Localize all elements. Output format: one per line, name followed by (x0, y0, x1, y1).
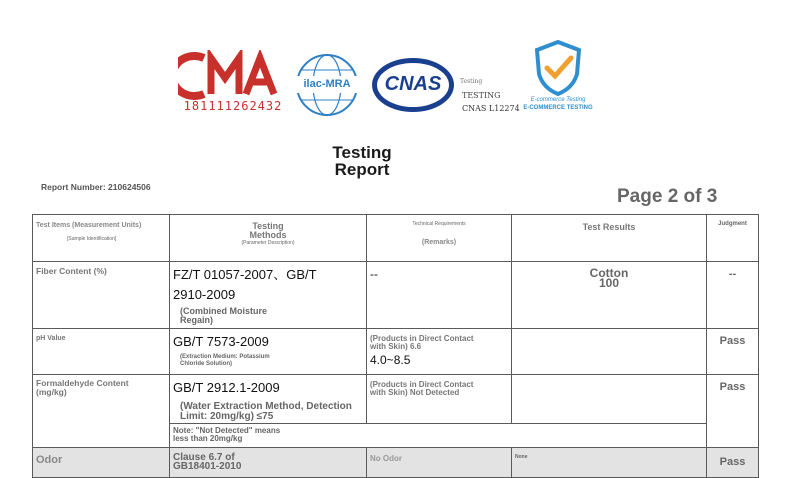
col-methods-line-1: Testing (252, 221, 284, 231)
row1-result-line-2: 100 (598, 276, 620, 290)
col-req-label: Technical Requirements (412, 221, 466, 227)
row2-method-line-1: GB/T 7573-2009 (173, 334, 269, 349)
ecom-label-2: E-COMMERCE TESTING (523, 105, 593, 111)
cma-number: 181111262432 (183, 99, 283, 113)
col-items-sub: [Sample Identification] (67, 236, 117, 242)
row1-requirement-text: -- (370, 267, 378, 281)
row4-method-text (170, 448, 366, 471)
results-table (32, 214, 759, 478)
row1-result-line-1: Cotton (589, 266, 629, 280)
row1-method-line-2: 2910-2009 (173, 287, 236, 302)
row3-req-col (366, 375, 511, 423)
row1-result (512, 262, 707, 329)
row3-req-line-1: (Products in Direct Contact (369, 380, 474, 389)
table-header-row (33, 215, 759, 262)
cma-logo (178, 50, 288, 116)
cnas-logo (370, 56, 456, 114)
title-line-2: Report (334, 160, 390, 179)
shield-check-icon (517, 40, 599, 96)
row4-result (512, 448, 707, 478)
cnas-line-2: TESTING (462, 91, 501, 100)
row3-item-line-1: Formaldehyde Content (36, 378, 129, 388)
col-judgment-label: Judgment (718, 221, 747, 227)
row1-item (33, 262, 170, 329)
row3-item-text (33, 375, 169, 397)
row3-method-layout (170, 375, 706, 423)
cnas-text: CNAS (384, 73, 442, 95)
row2-method (170, 329, 367, 375)
row1-result-text (512, 262, 706, 288)
row2-method-note-1: (Extraction Medium: Potassium (180, 354, 270, 360)
ilac-text: ilac-MRA (303, 78, 351, 90)
row2-result (512, 329, 707, 375)
col-results-label: Test Results (582, 222, 636, 232)
col-header-methods (170, 215, 367, 262)
row2-item-text: pH Value (36, 335, 66, 342)
row1-method-line-1: FZ/T 01057-2007、GB/T (173, 267, 317, 282)
row2-req-line-2: with Skin) 6.6 (370, 342, 422, 351)
cma-mark-icon (178, 50, 288, 100)
row2-requirement (367, 329, 512, 375)
row1-judgment (707, 262, 759, 329)
row3-footnote-1: Note: "Not Detected" means (173, 426, 281, 435)
report-number: Report Number: 210624506 (41, 182, 151, 192)
col-header-requirements (367, 215, 512, 262)
row4-requirement (367, 448, 512, 478)
row4-result-text: None (515, 454, 528, 460)
row3-footnote-2: less than 20mg/kg (173, 434, 243, 443)
row1-requirement (367, 262, 512, 329)
row3-judgment (707, 375, 759, 448)
row2-req-value: 4.0~8.5 (370, 353, 411, 367)
table-row (33, 448, 759, 478)
cnas-accreditation-block (460, 47, 520, 117)
row4-judgment-text: Pass (719, 456, 746, 468)
row1-method-note-2: Regain) (180, 315, 214, 325)
row1-method (170, 262, 367, 329)
ecom-line-1: E-commerce (530, 97, 565, 103)
row3-method-col (170, 375, 366, 423)
row3-req-line-2: with Skin) Not Detected (369, 388, 460, 397)
col-methods-line-2: Methods (249, 230, 287, 240)
row2-req-line-1: (Products in Direct Contact (370, 334, 474, 343)
cnas-line-1: Testing (460, 78, 483, 85)
cnas-line-3: CNAS L12274 (462, 104, 520, 113)
row4-item-text: Odor (36, 454, 63, 466)
ilac-mra-logo (292, 52, 362, 118)
row3-method-note-1: (Water Extraction Method, Detection (180, 401, 352, 412)
row2-judgment (707, 329, 759, 375)
row2-method-note-2: Chloride Solution) (180, 361, 232, 367)
ecom-label-1 (517, 97, 599, 103)
row3-item-line-2: (mg/kg) (36, 387, 67, 397)
row4-method-line-2: GB18401-2010 (173, 461, 242, 472)
row3-result-col (511, 375, 706, 423)
col-methods-sub: (Parameter Description) (241, 240, 295, 246)
table-row (33, 329, 759, 375)
table-row (33, 375, 759, 448)
row4-method (170, 448, 367, 478)
col-items-label: Test Items (Measurement Units) (36, 222, 142, 229)
col-header-results (512, 215, 707, 262)
row4-item (33, 448, 170, 478)
row4-method-line-1: Clause 6.7 of (173, 452, 235, 463)
row3-footnote (170, 423, 706, 443)
page-indicator: Page 2 of 3 (617, 186, 718, 207)
col-req-sub: (Remarks) (421, 239, 457, 246)
ecom-line-2: Testing (566, 97, 586, 103)
row3-judgment-text: Pass (719, 381, 746, 393)
row3-item (33, 375, 170, 448)
ecommerce-testing-logo (517, 40, 599, 118)
row3-method-note-2: Limit: 20mg/kg) ≤75 (180, 411, 274, 422)
title-line-1: Testing (332, 143, 392, 162)
table-row (33, 262, 759, 329)
report-title (322, 144, 402, 178)
row4-requirement-text: No Odor (370, 454, 402, 463)
col-methods-label (170, 215, 366, 240)
col-header-judgment (707, 215, 759, 262)
row3-method-line-1: GB/T 2912.1-2009 (173, 380, 280, 395)
row3-method (170, 375, 707, 448)
row1-judgment-text: -- (728, 268, 737, 280)
row4-judgment (707, 448, 759, 478)
col-header-items (33, 215, 170, 262)
row2-item (33, 329, 170, 375)
row1-method-note-1: (Combined Moisture (180, 306, 267, 316)
row2-judgment-text: Pass (719, 335, 746, 347)
row1-item-text: Fiber Content (%) (36, 266, 107, 276)
